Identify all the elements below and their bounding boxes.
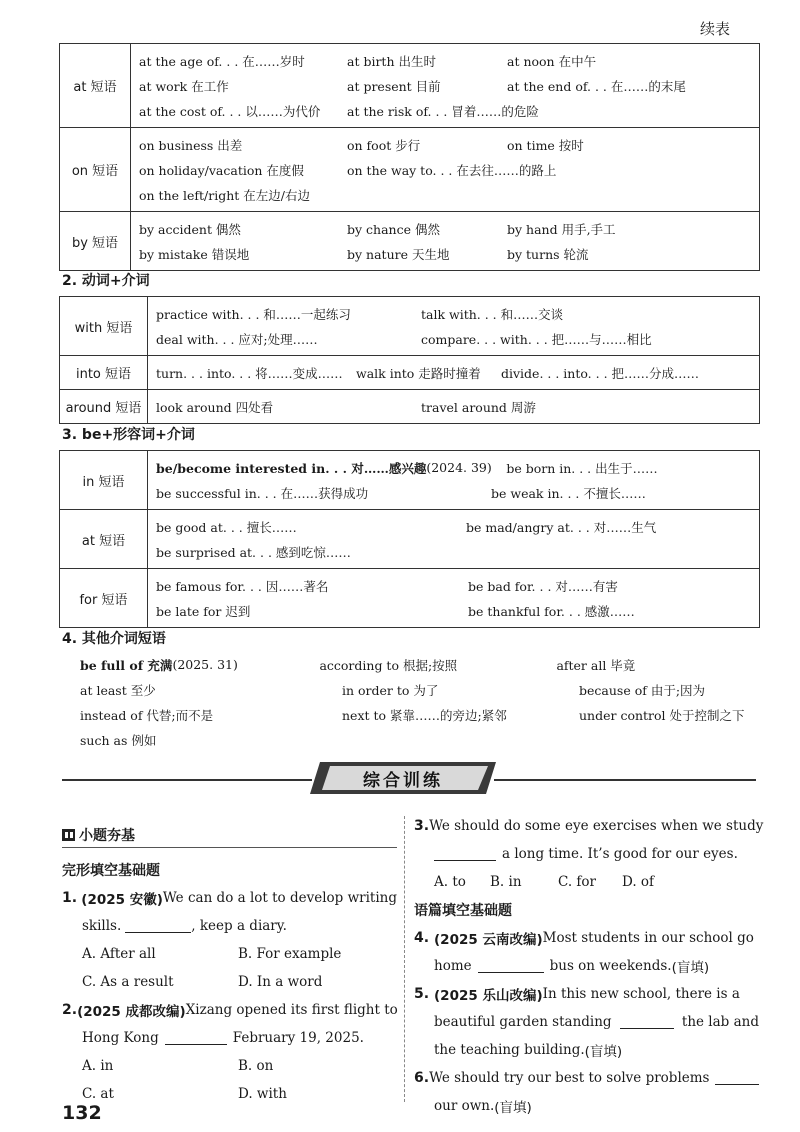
phrase: at the age of. . . 在……岁时: [139, 53, 305, 69]
answer-blank[interactable]: [715, 1071, 759, 1085]
question-number: 1.: [62, 890, 78, 906]
question-5: [414, 980, 759, 1064]
question-text: beautiful garden standing: [434, 1014, 612, 1030]
section-title: 4. 其他介词短语: [62, 631, 166, 647]
phrase: be good at. . . 擅长……: [156, 519, 297, 535]
phrase: at the cost of. . . 以……为代价: [139, 103, 321, 119]
phrase: because of 由于;因为: [579, 682, 706, 698]
phrase: divide. . . into. . . 把……分成……: [501, 365, 700, 381]
phrase: by accident 偶然: [139, 221, 241, 237]
phrase: talk with. . . 和……交谈: [421, 306, 564, 322]
prep-phrase-table-2: [59, 296, 760, 424]
prep-phrase-table-3: [59, 450, 760, 628]
question-number: 2.: [62, 1002, 78, 1018]
phrase: on the way to. . . 在去往……的路上: [347, 162, 557, 178]
question-source: (2025 乐山改编): [434, 988, 543, 1004]
list-item: [80, 702, 745, 727]
phrase: on time 按时: [507, 137, 584, 153]
option-b[interactable]: B. in: [490, 874, 522, 890]
table-row: [60, 212, 760, 271]
question-text: our own.: [434, 1098, 495, 1114]
row-label: by 短语: [60, 212, 131, 271]
phrase: be mad/angry at. . . 对……生气: [466, 519, 657, 535]
list-item: [80, 727, 745, 752]
phrase: at noon 在中午: [507, 53, 597, 69]
table-row: [60, 356, 760, 390]
phrase: turn. . . into. . . 将……变成……: [156, 365, 343, 381]
phrase: at work 在工作: [139, 78, 229, 94]
phrase: be successful in. . . 在……获得成功: [156, 485, 369, 501]
phrase: at the risk of. . . 冒着……的危险: [347, 103, 539, 119]
question-text: home: [434, 958, 472, 974]
question-note: (盲填): [494, 1100, 532, 1116]
phrase: be bad for. . . 对……有害: [468, 578, 618, 594]
option-d[interactable]: D. In a word: [238, 974, 323, 990]
row-content: [148, 569, 760, 628]
row-content: [131, 212, 760, 271]
answer-blank[interactable]: [165, 1031, 227, 1045]
table-row: [60, 569, 760, 628]
row-content: [148, 356, 760, 390]
right-column: [414, 812, 764, 1120]
answer-blank[interactable]: [434, 847, 496, 861]
phrase: at present 目前: [347, 78, 441, 94]
column-divider: [404, 816, 405, 1102]
row-label: into 短语: [60, 356, 148, 390]
table-row: [60, 510, 760, 569]
question-text: , keep a diary.: [191, 918, 287, 934]
phrase: be late for 迟到: [156, 603, 251, 619]
row-content: [148, 297, 760, 356]
phrase: travel around 周游: [421, 399, 536, 415]
row-label: at 短语: [60, 44, 131, 128]
question-text: the teaching building.: [434, 1042, 585, 1058]
phrase: by chance 偶然: [347, 221, 440, 237]
table-row: [60, 451, 760, 510]
phrase: by nature 天生地: [347, 246, 450, 262]
phrase: be born in. . . 出生于……: [506, 460, 658, 476]
option-b[interactable]: B. on: [238, 1058, 274, 1074]
section-title: 3. be+形容词+介词: [62, 427, 195, 443]
row-label: in 短语: [60, 451, 148, 510]
table-row: [60, 390, 760, 424]
row-content: [148, 510, 760, 569]
phrase: be full of 充满: [80, 657, 173, 673]
phrase-source: (2025. 31): [172, 657, 238, 672]
phrase: after all 毕竟: [556, 657, 636, 673]
question-text: a long time. It’s good for our eyes.: [502, 846, 738, 862]
phrase: instead of 代替;而不是: [80, 707, 214, 723]
question-text: the lab and: [681, 1014, 759, 1030]
phrase: be famous for. . . 因……著名: [156, 578, 329, 594]
question-text: We should try our best to solve problems: [429, 1070, 710, 1086]
question-number: 4.: [414, 930, 430, 946]
row-label: for 短语: [60, 569, 148, 628]
question-text: We can do a lot to develop writing: [162, 890, 397, 906]
phrase: on business 出差: [139, 137, 243, 153]
question-number: 5.: [414, 986, 430, 1002]
question-text: We should do some eye exercises when we study: [429, 818, 764, 834]
option-d[interactable]: D. of: [622, 874, 655, 890]
section-title: 2. 动词+介词: [62, 273, 150, 289]
subheading: 完形填空基础题: [62, 863, 160, 879]
phrase: be surprised at. . . 感到吃惊……: [156, 544, 351, 560]
option-a[interactable]: A. in: [82, 1058, 114, 1074]
question-text: February 19, 2025.: [232, 1030, 364, 1046]
section-heading-text: 小题夯基: [79, 827, 135, 844]
question-4: [414, 924, 759, 980]
phrase: at least 至少: [80, 682, 156, 698]
row-content: [131, 44, 760, 128]
option-c[interactable]: C. for: [558, 874, 597, 890]
phrase: walk into 走路时撞着: [356, 365, 481, 381]
question-note: (盲填): [671, 960, 710, 976]
row-content: [131, 128, 760, 212]
section-marker-icon: [62, 828, 76, 842]
left-column: [62, 822, 397, 1108]
banner-title: 综合训练: [363, 770, 443, 791]
phrase: by mistake 错误地: [139, 246, 250, 262]
continued-label: 续表: [699, 20, 730, 38]
list-item: [80, 652, 745, 677]
phrase: by hand 用手,手工: [507, 221, 616, 237]
phrase: be/become interested in. . . 对……感兴趣: [156, 460, 427, 476]
option-d[interactable]: D. with: [238, 1086, 287, 1102]
phrase: at the end of. . . 在……的末尾: [507, 78, 686, 94]
option-a[interactable]: A. After all: [82, 946, 156, 962]
other-phrases-list: [80, 652, 745, 752]
table-row: [60, 44, 760, 128]
phrase: such as 例如: [80, 732, 157, 748]
phrase: look around 四处看: [156, 399, 274, 415]
phrase: next to 紧靠……的旁边;紧邻: [342, 707, 507, 723]
phrase: in order to 为了: [342, 682, 439, 698]
prep-phrase-table-1: [59, 43, 760, 271]
phrase: on the left/right 在左边/右边: [139, 187, 310, 203]
phrase: on foot 步行: [347, 137, 421, 153]
table-row: [60, 128, 760, 212]
phrase: compare. . . with. . . 把……与……相比: [421, 331, 652, 347]
phrase: be weak in. . . 不擅长……: [491, 485, 646, 501]
answer-blank[interactable]: [620, 1015, 674, 1029]
question-3: [414, 812, 764, 896]
row-content: [148, 390, 760, 424]
option-a[interactable]: A. to: [434, 874, 466, 890]
phrase-source: (2024. 39): [426, 460, 492, 475]
phrase: by turns 轮流: [507, 246, 589, 262]
question-number: 3.: [414, 818, 430, 834]
phrase: according to 根据;按照: [319, 657, 458, 673]
option-c[interactable]: C. at: [82, 1086, 114, 1102]
question-1: [62, 884, 397, 996]
row-label: at 短语: [60, 510, 148, 569]
question-number: 6.: [414, 1070, 430, 1086]
page-number: 132: [62, 1102, 102, 1124]
row-label: with 短语: [60, 297, 148, 356]
question-text: Xizang opened its first flight to: [185, 1002, 398, 1018]
phrase: under control 处于控制之下: [579, 707, 745, 723]
table-row: [60, 297, 760, 356]
question-text: skills.: [82, 918, 122, 934]
question-6: [414, 1064, 759, 1120]
question-source: (2025 云南改编): [434, 932, 543, 948]
question-source: (2025 成都改编): [77, 1004, 186, 1020]
question-2: [62, 996, 397, 1108]
question-text: In this new school, there is a: [542, 986, 740, 1002]
question-note: (盲填): [584, 1044, 623, 1060]
divider-right: [494, 779, 756, 781]
question-source: (2025 安徽): [81, 892, 163, 908]
row-content: [148, 451, 760, 510]
answer-blank[interactable]: [125, 919, 191, 933]
question-text: bus on weekends.: [549, 958, 672, 974]
section-heading: [62, 822, 397, 848]
option-b[interactable]: B. For example: [238, 946, 342, 962]
phrase: on holiday/vacation 在度假: [139, 162, 304, 178]
phrase: deal with. . . 应对;处理……: [156, 331, 318, 347]
phrase: practice with. . . 和……一起练习: [156, 306, 351, 322]
divider-left: [62, 779, 312, 781]
row-label: around 短语: [60, 390, 148, 424]
question-text: Most students in our school go: [542, 930, 754, 946]
row-label: on 短语: [60, 128, 131, 212]
phrase: at birth 出生时: [347, 53, 436, 69]
subheading: 语篇填空基础题: [414, 903, 512, 919]
answer-blank[interactable]: [478, 959, 544, 973]
option-c[interactable]: C. As a result: [82, 974, 174, 990]
question-text: Hong Kong: [82, 1030, 159, 1046]
list-item: [80, 677, 745, 702]
phrase: be thankful for. . . 感激……: [468, 603, 635, 619]
